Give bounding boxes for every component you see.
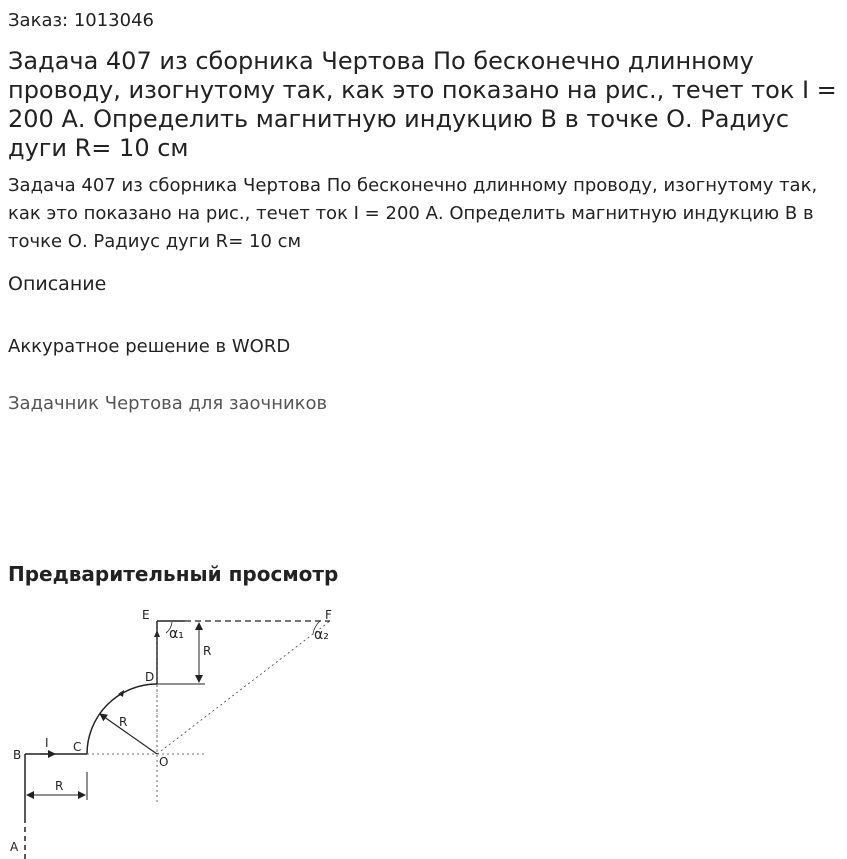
problem-book-link[interactable]: Задачник Чертова для заочников — [8, 393, 328, 414]
problem-figure — [0, 600, 360, 859]
page-title: Задача 407 из сборника Чертова По бесконечно длинному проводу, изогнутому так, как это показано на рис., течет ток I = 200 А. Определить магнитную индукцию В в точке О. Радиус дуги R= 10 см — [8, 47, 837, 162]
label-o: O — [159, 755, 169, 769]
label-f: F — [325, 608, 332, 622]
label-alpha1: α₁ — [169, 626, 184, 642]
preview-heading: Предварительный просмотр — [8, 562, 339, 586]
radius-arrow — [100, 714, 157, 754]
label-r-horizontal: R — [55, 779, 64, 793]
label-a: A — [10, 840, 19, 854]
task-description: Задача 407 из сборника Чертова По бесконечно длинному проводу, изогнутому так, как это показано на рис., течет ток I = 200 А. Определить магнитную индукцию В в точке О. Радиус дуги R= 10 см — [8, 175, 818, 252]
label-e: E — [142, 608, 150, 622]
label-r-vertical: R — [203, 644, 212, 658]
word-solution-note: Аккуратное решение в WORD — [8, 336, 291, 357]
label-b: B — [13, 748, 22, 762]
order-number: Заказ: 1013046 — [8, 10, 154, 31]
description-heading: Описание — [8, 273, 107, 295]
label-c: C — [73, 740, 82, 754]
label-r-arc: R — [119, 715, 128, 729]
label-current: I — [45, 736, 49, 750]
label-d: D — [145, 670, 155, 684]
label-alpha2: α₂ — [314, 627, 329, 643]
